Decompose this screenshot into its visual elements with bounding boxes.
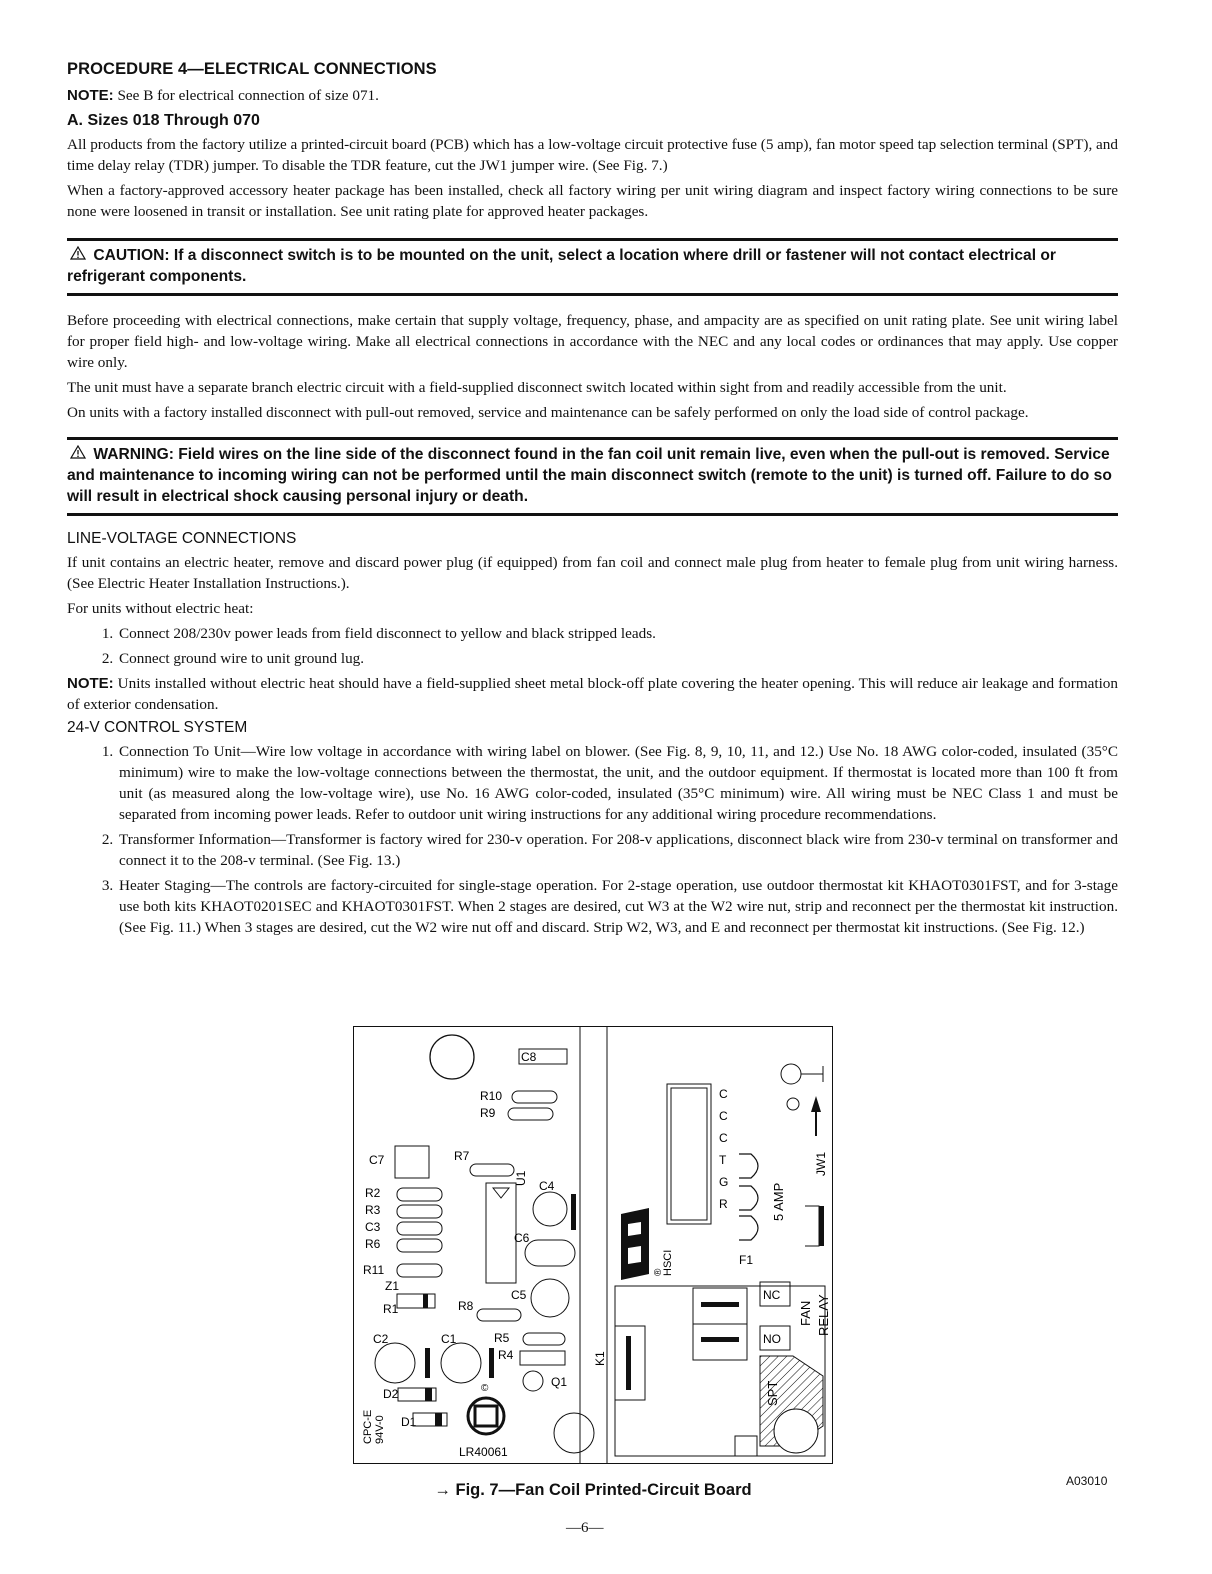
figure-caption: → Fig. 7—Fan Coil Printed-Circuit Board: [434, 1481, 752, 1499]
warning-triangle-icon: [67, 444, 89, 465]
section-a-title: A. Sizes 018 Through 070: [67, 112, 260, 129]
label-fan: FAN: [798, 1300, 813, 1326]
label-c2: C2: [373, 1332, 389, 1346]
warning-triangle-icon: [67, 245, 89, 266]
caution-box: [67, 238, 1118, 296]
page-number: —6—: [566, 1520, 604, 1536]
label-c5: C5: [511, 1288, 527, 1302]
section-a-paragraph-1: All products from the factory utilize a printed-circuit board (PCB) which has a low-voltage circuit protective fuse (5 amp), fan motor speed tap selection terminal (SPT), and time delay relay (TDR) jumper. To disable the TDR feature, cut the JW1 jumper wire. (See Fig. 7.): [67, 136, 1118, 174]
line-voltage-steps: [67, 623, 1118, 669]
label-lr40061: LR40061: [459, 1445, 508, 1459]
label-jw1: JW1: [814, 1152, 828, 1176]
label-z1: Z1: [385, 1279, 400, 1293]
label-terminal-t: T: [719, 1153, 727, 1167]
label-terminal-r: R: [719, 1197, 728, 1211]
label-copyright: ©: [481, 1383, 489, 1394]
list-item: 2. Connect ground wire to unit ground lug.: [117, 648, 1118, 669]
list-item: 2. Transformer Information—Transformer is factory wired for 230-v operation. For 208-v applications, disconnect black wire from 230-v terminal on transformer and connect it to the 208-v terminal. (See Fig. 13.): [117, 829, 1118, 871]
label-r9: R9: [480, 1106, 496, 1120]
label-d1: D1: [401, 1415, 417, 1429]
label-c8: C8: [521, 1050, 537, 1064]
warning-text: WARNING: Field wires on the line side of the disconnect found in the fan coil unit remain live, even when the pull-out is removed. Service and maintenance to incoming wiring can not be performed until the main disconnect switch (remote to the unit) is turned off. Failure to do so will result in electrical shock causing personal injury or death.: [67, 446, 1112, 505]
body-paragraph-disconnect: On units with a factory installed disconnect with pull-out removed, service and maintenance can be safely performed on only the load side of control package.: [67, 404, 1029, 421]
body-paragraph-branch-circuit: The unit must have a separate branch electric circuit with a field-supplied disconnect switch located within sight from and readily accessible from the unit.: [67, 379, 1007, 396]
note-block-off-plate: [67, 673, 1118, 715]
list-item: 1. Connect 208/230v power leads from field disconnect to yellow and black stripped leads.: [117, 623, 1118, 644]
note-text: Units installed without electric heat should have a field-supplied sheet metal block-off plate covering the heater opening. This will reduce air leakage and formation of exterior condensation.: [67, 675, 1118, 713]
line-voltage-title: LINE-VOLTAGE CONNECTIONS: [67, 530, 297, 547]
list-item: 3. Heater Staging—The controls are factory-circuited for single-stage operation. For 2-stage operation, use outdoor thermostat kit KHAOT0301FST, and for 3-stage use both kits KHAOT0201SEC and KHAOT0301FST. When 2 stages are desired, cut W3 at the W2 wire nut, strip and reconnect per the thermostat kit instruction. (See Fig. 11.) When 3 stages are desired, cut the W2 wire nut off and discard. Strip W2, W3, and E and reconnect per thermostat kit instructions. (See Fig. 12.): [117, 875, 1118, 938]
label-94v-0: 94V-0: [374, 1415, 386, 1444]
control-system-steps: [67, 741, 1118, 938]
label-c1: C1: [441, 1332, 457, 1346]
hsci-logo-icon: [621, 1208, 649, 1280]
label-u1: U1: [514, 1170, 528, 1186]
note-label: NOTE:: [67, 87, 114, 104]
label-registered: ®: [653, 1268, 664, 1276]
line-voltage-paragraph-2: For units without electric heat:: [67, 600, 254, 617]
label-hsci: HSCI: [662, 1249, 674, 1276]
body-paragraph-voltage: Before proceeding with electrical connections, make certain that supply voltage, frequency, phase, and ampacity are as specified on unit rating plate. See unit wiring label for proper field high- and low-voltage wiring. Make all electrical connections in accordance with the NEC and any local codes or ordinances that may apply. Use copper wire only.: [67, 312, 1118, 371]
pcb-diagram: [353, 1026, 833, 1464]
label-r11: R11: [363, 1263, 385, 1277]
certification-logo-icon: [468, 1398, 504, 1434]
label-terminal-c: C: [719, 1131, 728, 1145]
label-r1: R1: [383, 1302, 399, 1316]
label-c6: C6: [514, 1231, 530, 1245]
note-text: See B for electrical connection of size 071.: [113, 87, 379, 104]
label-nc: NC: [763, 1288, 781, 1302]
label-r5: R5: [494, 1331, 510, 1345]
label-relay: RELAY: [816, 1294, 831, 1336]
label-r6: R6: [365, 1237, 381, 1251]
list-item: 1. Connection To Unit—Wire low voltage in accordance with wiring label on blower. (See Fig. 8, 9, 10, 11, and 12.) Use No. 18 AWG color-coded, insulated (35°C minimum) wire to make the low-voltage connections between the thermostat, the unit, and the outdoor equipment. If thermostat is located more than 100 ft from unit (as measured along the low-voltage wire), use No. 16 AWG color-coded, insulated (35°C minimum) wire. All wiring must be NEC Class 1 and must be separated from incoming power leads. Refer to outdoor unit wiring instructions for any additional wiring procedure recommendations.: [117, 741, 1118, 825]
caution-text: CAUTION: If a disconnect switch is to be mounted on the unit, select a location where drill or fastener will not contact electrical or refrigerant components.: [67, 247, 1056, 285]
label-d2: D2: [383, 1387, 399, 1401]
label-r4: R4: [498, 1348, 514, 1362]
document-page: [67, 60, 1118, 942]
label-c3: C3: [365, 1220, 381, 1234]
label-r3: R3: [365, 1203, 381, 1217]
label-r2: R2: [365, 1186, 381, 1200]
label-c7: C7: [369, 1153, 385, 1167]
label-cpc-e: CPC-E: [362, 1409, 374, 1444]
note-size-071: [67, 85, 1118, 106]
label-k1: K1: [593, 1351, 607, 1366]
label-5-amp-fuse: 5 AMP: [771, 1182, 786, 1221]
label-r8: R8: [458, 1299, 474, 1313]
warning-box: [67, 437, 1118, 516]
label-r7: R7: [454, 1149, 470, 1163]
figure-id: A03010: [1066, 1474, 1108, 1488]
line-voltage-paragraph-1: If unit contains an electric heater, remove and discard power plug (if equipped) from fan coil and connect male plug from heater to female plug from unit wiring harness. (See Electric Heater Installation Instructions.).: [67, 554, 1118, 592]
label-terminal-g: G: [719, 1175, 729, 1189]
procedure-heading: PROCEDURE 4—ELECTRICAL CONNECTIONS: [67, 60, 437, 78]
capacitor-outline: [430, 1035, 474, 1079]
label-r10: R10: [480, 1089, 503, 1103]
label-spt: SPT: [765, 1380, 780, 1406]
label-q1: Q1: [551, 1375, 568, 1389]
pcb-figure: [353, 1026, 833, 1464]
label-c4: C4: [539, 1179, 555, 1193]
section-a-paragraph-2: When a factory-approved accessory heater package has been installed, check all factory wiring per unit wiring diagram and inspect factory wiring connections to be sure none were loosened in transit or installation. See unit rating plate for approved heater packages.: [67, 182, 1118, 220]
label-f1: F1: [739, 1253, 754, 1267]
label-no: NO: [763, 1332, 781, 1346]
control-system-title: 24-V CONTROL SYSTEM: [67, 719, 248, 736]
label-terminal-c: C: [719, 1087, 728, 1101]
label-terminal-c: C: [719, 1109, 728, 1123]
note-label: NOTE:: [67, 675, 114, 692]
